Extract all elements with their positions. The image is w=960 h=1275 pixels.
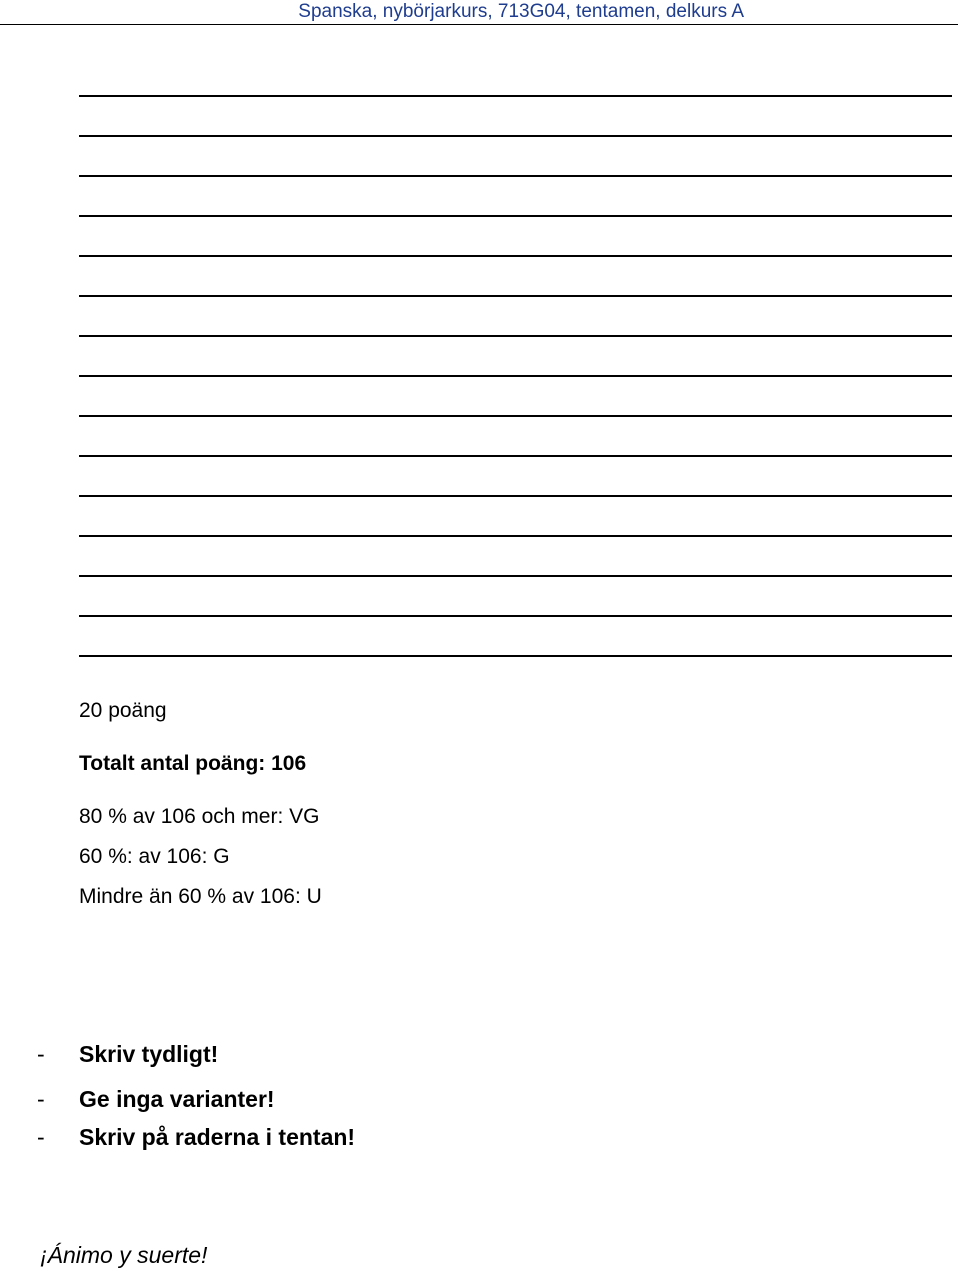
answer-line xyxy=(79,175,952,177)
answer-lines xyxy=(79,95,952,695)
grade-vg: 80 % av 106 och mer: VG xyxy=(79,805,320,828)
answer-line xyxy=(79,495,952,497)
total-points: Totalt antal poäng: 106 xyxy=(79,752,307,775)
answer-line xyxy=(79,615,952,617)
answer-line xyxy=(79,295,952,297)
answer-line xyxy=(79,575,952,577)
grade-u: Mindre än 60 % av 106: U xyxy=(79,885,322,908)
instruction-text: Skriv tydligt! xyxy=(79,1041,219,1067)
answer-line xyxy=(79,95,952,97)
header-title: Spanska, nybörjarkurs, 713G04, tentamen, delkurs A xyxy=(298,1,744,22)
answer-line xyxy=(79,455,952,457)
instruction-item xyxy=(37,1088,637,1126)
grade-g: 60 %: av 106: G xyxy=(79,845,230,868)
instruction-text: Ge inga varianter! xyxy=(79,1086,275,1112)
section-points: 20 poäng xyxy=(79,699,167,722)
instruction-dash: - xyxy=(37,1124,45,1150)
instruction-dash: - xyxy=(37,1041,45,1067)
answer-line xyxy=(79,255,952,257)
instruction-list xyxy=(37,1043,637,1171)
answer-line xyxy=(79,655,952,657)
instruction-dash: - xyxy=(37,1086,45,1112)
answer-line xyxy=(79,135,952,137)
answer-line xyxy=(79,335,952,337)
closing-message: ¡Ánimo y suerte! xyxy=(40,1242,208,1268)
answer-line xyxy=(79,375,952,377)
answer-line xyxy=(79,415,952,417)
instruction-item xyxy=(37,1043,637,1088)
page-header xyxy=(0,0,958,25)
answer-line xyxy=(79,215,952,217)
answer-line xyxy=(79,535,952,537)
instruction-text: Skriv på raderna i tentan! xyxy=(79,1124,356,1150)
instruction-item xyxy=(37,1126,637,1171)
